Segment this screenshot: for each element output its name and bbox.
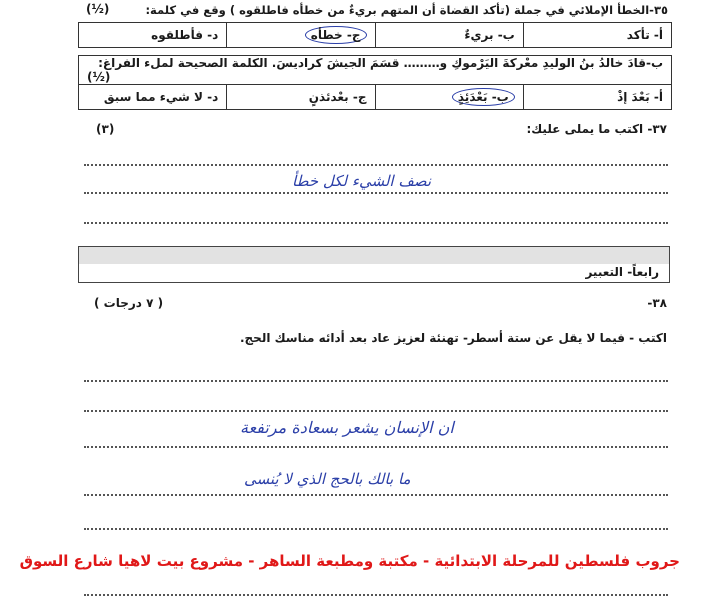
q35-option-b[interactable]: ب- بريءٌ: [375, 23, 523, 48]
q36-option-c[interactable]: ج- بعْدئذنٍ: [227, 85, 375, 110]
q36-mark: (½): [87, 70, 111, 84]
section-divider-bar: [78, 246, 670, 266]
q37-answer-line-2[interactable]: [84, 192, 668, 194]
q36-circled-answer: ب- بَعْدَئِذٍ: [452, 88, 515, 106]
q37-answer-line-3[interactable]: [84, 222, 668, 224]
q37-mark: (٣): [96, 122, 115, 136]
q36-text: ب-قادَ خالدُ بنُ الوليدِ معْركةَ اليَرْموكِ و……… قسَمَ الجيشَ كراديسَ. الكلمة الصحيحة لملء الفراغ:: [98, 56, 663, 70]
q38-mark: ( ٧ درجات ): [94, 296, 164, 310]
q38-answer-line-4[interactable]: [84, 494, 668, 496]
q36-question-box: [78, 55, 672, 85]
q38-number: ٣٨-: [647, 296, 667, 310]
q37-label: ٣٧- اكتب ما يملى عليك:: [526, 122, 667, 136]
q35-circled-answer: ج- خطأه: [305, 26, 367, 44]
q36-text-cell: [79, 56, 672, 85]
q38-answer-line-1[interactable]: [84, 380, 668, 382]
q35-options-table: [78, 22, 672, 48]
q37-answer-line-1[interactable]: [84, 164, 668, 166]
q38-prompt: اكتب - فيما لا يقل عن ستة أسطر- تهنئة لعزيز عاد بعد أدائه مناسك الحج.: [239, 331, 667, 345]
q35-heading: ٣٥-الخطأ الإملائي في جملة (تأكد القضاة أن المتهم بريءٌ من خطأه فاطلقوه ) وقع في كلمة:: [145, 3, 668, 17]
q38-answer-line-2[interactable]: [84, 410, 668, 412]
footer-credit: جروب فلسطين للمرحلة الابتدائية - مكتبة ومطبعة الساهر - مشروع بيت لاهيا شارع السوق: [19, 552, 680, 570]
q37-handwriting: نصف الشيء لكل خطأ: [292, 172, 432, 190]
q36-option-a[interactable]: أ- بَعْدَ إذْ: [523, 85, 671, 110]
q36-option-d[interactable]: د- لا شيء مما سبق: [79, 85, 227, 110]
q36-options-table: [78, 84, 672, 110]
q38-handwriting-line-2: ما بالك بالحج الذي لا يُنسى: [244, 470, 411, 488]
q38-handwriting-line-1: ان الإنسان يشعر بسعادة مرتفعة: [240, 418, 454, 437]
q38-answer-line-3[interactable]: [84, 446, 668, 448]
section-title-box: [78, 264, 670, 283]
q36-option-b[interactable]: [375, 85, 523, 110]
q38-answer-line-6[interactable]: [84, 594, 668, 596]
section-title: رابعاً- التعبير: [585, 265, 659, 279]
q35-option-c[interactable]: [227, 23, 375, 48]
q35-option-d[interactable]: د- فأطلقوه: [79, 23, 227, 48]
q38-answer-line-5[interactable]: [84, 528, 668, 530]
q35-mark: (½): [86, 2, 110, 16]
q35-option-a[interactable]: أ- تأكد: [523, 23, 671, 48]
